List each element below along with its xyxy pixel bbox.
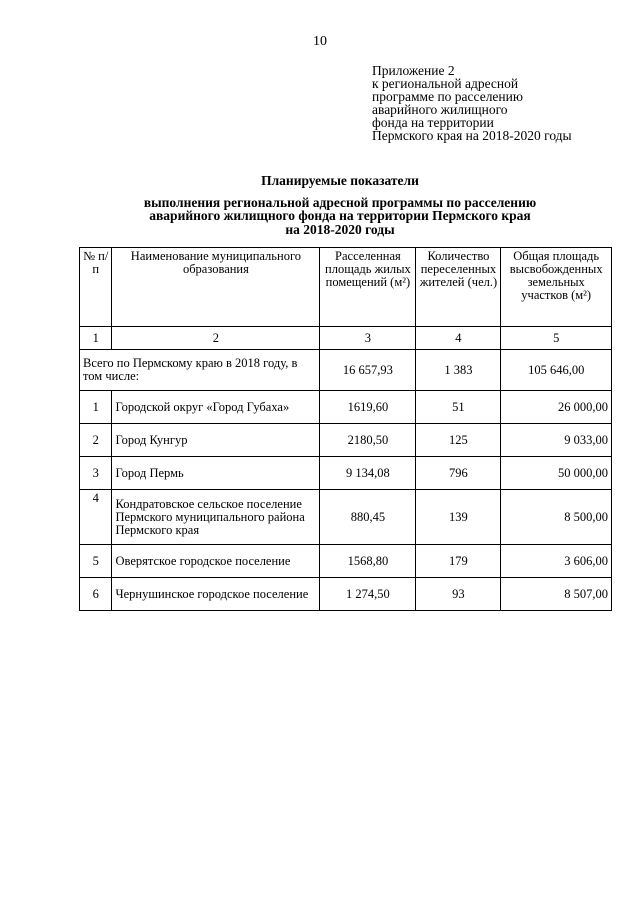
appendix-line: программе по расселению: [372, 89, 523, 104]
total-land: 105 646,00: [501, 350, 612, 391]
title-line: на 2018-2020 годы: [285, 221, 395, 237]
row-residents: 51: [416, 391, 501, 424]
row-residents: 125: [416, 424, 501, 457]
table-row: [80, 578, 612, 611]
row-no: 2: [80, 424, 112, 457]
row-no: 3: [80, 457, 112, 490]
column-number: 1: [80, 327, 112, 350]
table-row: [80, 490, 612, 545]
header-residents: Количество переселенных жителей (чел.): [416, 248, 501, 327]
header-area: Расселенная площадь жилых помещений (м²): [320, 248, 416, 327]
column-number: 3: [320, 327, 416, 350]
row-land: 8 500,00: [501, 490, 612, 545]
table-row: [80, 457, 612, 490]
row-land: 26 000,00: [501, 391, 612, 424]
table-header-row: [80, 248, 612, 327]
total-row: [80, 350, 612, 391]
row-name: Город Пермь: [112, 457, 320, 490]
row-area: 1568,80: [320, 545, 416, 578]
column-number-row: [80, 327, 612, 350]
total-area: 16 657,93: [320, 350, 416, 391]
title-line: Планируемые показатели: [261, 173, 419, 188]
header-land: Общая площадь высвобожденных земельных участков (м²): [501, 248, 612, 327]
header-no: № п/п: [80, 248, 112, 327]
row-no: 1: [80, 391, 112, 424]
row-land: 9 033,00: [501, 424, 612, 457]
table-row: [80, 424, 612, 457]
title-line: аварийного жилищного фонда на территории Пермского края: [149, 208, 531, 223]
appendix-line: Пермского края на 2018-2020 годы: [372, 128, 572, 143]
header-name: Наименование муниципального образования: [112, 248, 320, 327]
document-title: [60, 174, 620, 236]
table-row: [80, 545, 612, 578]
appendix-line: фонда на территории: [372, 115, 494, 130]
row-residents: 796: [416, 457, 501, 490]
row-land: 3 606,00: [501, 545, 612, 578]
row-area: 9 134,08: [320, 457, 416, 490]
appendix-reference: [372, 64, 632, 142]
row-area: 1619,60: [320, 391, 416, 424]
row-area: 880,45: [320, 490, 416, 545]
row-land: 8 507,00: [501, 578, 612, 611]
row-no: 6: [80, 578, 112, 611]
column-number: 5: [501, 327, 612, 350]
page-number: 10: [313, 34, 327, 49]
row-residents: 139: [416, 490, 501, 545]
column-number: 4: [416, 327, 501, 350]
row-no: 5: [80, 545, 112, 578]
appendix-line: Приложение 2: [372, 63, 455, 78]
row-name: Оверятское городское поселение: [112, 545, 320, 578]
column-number: 2: [112, 327, 320, 350]
row-area: 2180,50: [320, 424, 416, 457]
total-residents: 1 383: [416, 350, 501, 391]
row-residents: 93: [416, 578, 501, 611]
row-name: Чернушинское городское поселение: [112, 578, 320, 611]
appendix-line: к региональной адресной: [372, 76, 519, 91]
indicators-table: [79, 247, 612, 611]
total-label: Всего по Пермскому краю в 2018 году, в том числе:: [80, 350, 320, 391]
table-row: [80, 391, 612, 424]
row-name: Кондратовское сельское поселение Пермского муниципального района Пермского края: [112, 490, 320, 545]
title-line: выполнения региональной адресной программы по расселению: [143, 194, 537, 210]
row-residents: 179: [416, 545, 501, 578]
row-no: 4: [80, 490, 112, 545]
row-area: 1 274,50: [320, 578, 416, 611]
appendix-line: аварийного жилищного: [372, 102, 508, 117]
row-land: 50 000,00: [501, 457, 612, 490]
row-name: Городской округ «Город Губаха»: [112, 391, 320, 424]
row-name: Город Кунгур: [112, 424, 320, 457]
